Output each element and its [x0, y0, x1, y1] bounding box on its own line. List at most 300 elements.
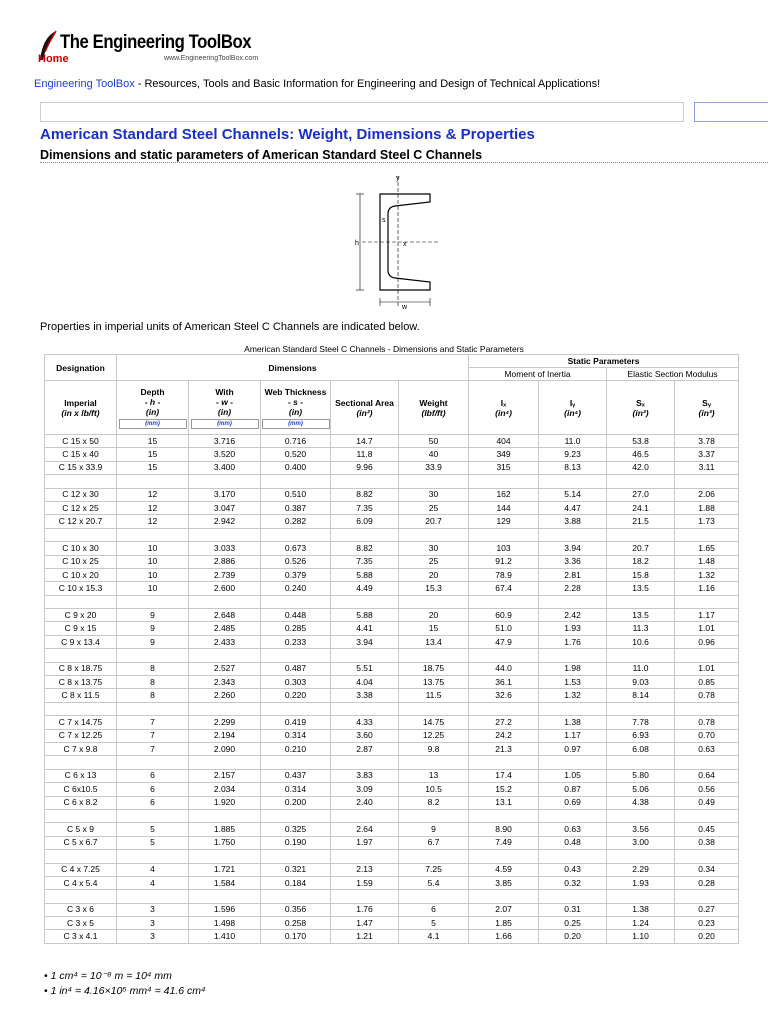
table-row — [45, 823, 739, 836]
table-cell: C 7 x 14.75 — [45, 716, 117, 729]
table-cell: 8.14 — [607, 689, 675, 702]
table-cell: 18.2 — [607, 555, 675, 568]
spacer-cell — [607, 649, 675, 662]
table-cell: 3 — [117, 930, 189, 943]
table-cell: C 5 x 9 — [45, 823, 117, 836]
table-cell: 13 — [399, 769, 469, 782]
web-mm-button[interactable]: (mm) — [262, 419, 330, 429]
table-cell: 46.5 — [607, 448, 675, 461]
table-cell: C 12 x 25 — [45, 501, 117, 514]
table-cell: 0.78 — [675, 716, 739, 729]
table-cell: 5.80 — [607, 769, 675, 782]
table-cell: 24.1 — [607, 501, 675, 514]
spacer-cell — [607, 809, 675, 822]
spacer-row — [45, 809, 739, 822]
table-cell: 2.034 — [189, 783, 261, 796]
table-cell: 3.83 — [331, 769, 399, 782]
table-cell: 9 — [117, 609, 189, 622]
table-cell: 5.06 — [607, 783, 675, 796]
table-cell: 1.98 — [539, 662, 607, 675]
spacer-cell — [539, 809, 607, 822]
table-cell: 5.88 — [331, 568, 399, 581]
table-cell: 3.170 — [189, 488, 261, 501]
spacer-cell — [189, 475, 261, 488]
table-cell: 25 — [399, 501, 469, 514]
h-label: h — [355, 240, 359, 247]
spacer-cell — [117, 809, 189, 822]
table-cell: C 9 x 15 — [45, 622, 117, 635]
spacer-cell — [189, 850, 261, 863]
spacer-cell — [189, 890, 261, 903]
table-cell: 11.0 — [607, 662, 675, 675]
table-cell: 7 — [117, 742, 189, 755]
spacer-cell — [331, 756, 399, 769]
header-depth: Depth - h - (in) (mm) — [117, 381, 189, 435]
table-cell: 1.53 — [539, 676, 607, 689]
table-row — [45, 863, 739, 876]
toolbox-link[interactable]: Engineering ToolBox — [34, 78, 135, 90]
table-cell: 349 — [469, 448, 539, 461]
table-cell: C 15 x 33.9 — [45, 461, 117, 474]
table-cell: 18.75 — [399, 662, 469, 675]
table-row — [45, 582, 739, 595]
table-row — [45, 662, 739, 675]
table-cell: 3.88 — [539, 515, 607, 528]
spacer-cell — [117, 756, 189, 769]
table-cell: 6 — [117, 769, 189, 782]
header-static: Static Parameters — [469, 355, 739, 368]
tagline-text: - Resources, Tools and Basic Information for Engineering and Design of Technical Applications! — [134, 78, 601, 90]
table-cell: 1.32 — [675, 568, 739, 581]
table-cell: 47.9 — [469, 635, 539, 648]
table-row — [45, 783, 739, 796]
table-cell: 8.82 — [331, 542, 399, 555]
table-cell: 6 — [117, 796, 189, 809]
table-cell: 2.260 — [189, 689, 261, 702]
table-cell: 0.20 — [539, 930, 607, 943]
table-cell: 0.85 — [675, 676, 739, 689]
spacer-cell — [261, 595, 331, 608]
table-cell: 3.033 — [189, 542, 261, 555]
table-cell: 21.3 — [469, 742, 539, 755]
table-cell: 3.400 — [189, 461, 261, 474]
table-cell: 1.10 — [607, 930, 675, 943]
spacer-cell — [539, 702, 607, 715]
table-cell: 0.200 — [261, 796, 331, 809]
table-cell: 0.240 — [261, 582, 331, 595]
table-cell: C 12 x 20.7 — [45, 515, 117, 528]
table-cell: 1.93 — [607, 876, 675, 889]
table-cell: 5.88 — [331, 609, 399, 622]
table-cell: 9.96 — [331, 461, 399, 474]
site-logo[interactable] — [36, 30, 296, 70]
spacer-cell — [399, 756, 469, 769]
table-cell: 2.739 — [189, 568, 261, 581]
table-cell: 42.0 — [607, 461, 675, 474]
table-cell: 0.43 — [539, 863, 607, 876]
table-cell: 3 — [117, 917, 189, 930]
table-cell: 13.1 — [469, 796, 539, 809]
table-cell: 14.7 — [331, 435, 399, 448]
table-cell: 2.06 — [675, 488, 739, 501]
table-cell: 0.220 — [261, 689, 331, 702]
table-cell: 3.37 — [675, 448, 739, 461]
table-cell: 2.343 — [189, 676, 261, 689]
table-cell: 0.63 — [539, 823, 607, 836]
table-cell: 13.5 — [607, 582, 675, 595]
table-cell: 2.29 — [607, 863, 675, 876]
table-cell: 0.20 — [675, 930, 739, 943]
spacer-cell — [261, 702, 331, 715]
table-cell: 7 — [117, 729, 189, 742]
table-cell: 0.314 — [261, 783, 331, 796]
table-cell: 315 — [469, 461, 539, 474]
page-title: American Standard Steel Channels: Weight, Dimensions & Properties — [40, 126, 535, 143]
table-cell: C 4 x 5.4 — [45, 876, 117, 889]
table-cell: 9 — [117, 622, 189, 635]
table-cell: 0.419 — [261, 716, 331, 729]
logo-url: www.EngineeringToolBox.com — [164, 55, 259, 62]
table-cell: 27.0 — [607, 488, 675, 501]
table-cell: 3.78 — [675, 435, 739, 448]
table-cell: 0.64 — [675, 769, 739, 782]
spacer-cell — [45, 528, 117, 541]
table-cell: 1.76 — [331, 903, 399, 916]
table-cell: 0.34 — [675, 863, 739, 876]
spacer-cell — [539, 528, 607, 541]
table-cell: 1.885 — [189, 823, 261, 836]
spacer-cell — [399, 890, 469, 903]
spacer-cell — [331, 702, 399, 715]
table-cell: 14.75 — [399, 716, 469, 729]
spacer-cell — [399, 528, 469, 541]
table-row — [45, 488, 739, 501]
table-cell: 60.9 — [469, 609, 539, 622]
table-cell: 8 — [117, 676, 189, 689]
table-cell: 2.090 — [189, 742, 261, 755]
channel-section-diagram — [340, 172, 440, 312]
table-cell: 1.32 — [539, 689, 607, 702]
table-cell: 15 — [117, 435, 189, 448]
table-cell: C 3 x 5 — [45, 917, 117, 930]
table-cell: 144 — [469, 501, 539, 514]
table-cell: 1.85 — [469, 917, 539, 930]
table-row — [45, 716, 739, 729]
table-cell: 10.6 — [607, 635, 675, 648]
table-row — [45, 448, 739, 461]
table-row — [45, 876, 739, 889]
header-iy: Iᵧ (in⁴) — [539, 381, 607, 435]
table-cell: 2.527 — [189, 662, 261, 675]
w-label: w — [402, 304, 408, 311]
spacer-cell — [331, 890, 399, 903]
table-cell: 4.33 — [331, 716, 399, 729]
spacer-cell — [45, 850, 117, 863]
spacer-cell — [45, 890, 117, 903]
table-cell: 0.25 — [539, 917, 607, 930]
table-cell: C 3 x 4.1 — [45, 930, 117, 943]
table-cell: 0.27 — [675, 903, 739, 916]
spacer-cell — [261, 528, 331, 541]
table-cell: 2.299 — [189, 716, 261, 729]
table-cell: 0.32 — [539, 876, 607, 889]
table-cell: 6 — [399, 903, 469, 916]
table-cell: 0.63 — [675, 742, 739, 755]
table-cell: 1.76 — [539, 635, 607, 648]
header-imperial: Imperial (in x lb/ft) — [45, 381, 117, 435]
depth-mm-button[interactable]: (mm) — [119, 419, 187, 429]
spacer-cell — [607, 756, 675, 769]
spacer-cell — [607, 528, 675, 541]
spacer-cell — [189, 595, 261, 608]
table-cell: 0.673 — [261, 542, 331, 555]
table-cell: 2.28 — [539, 582, 607, 595]
table-cell: 7.35 — [331, 501, 399, 514]
spacer-row — [45, 649, 739, 662]
table-cell: 15 — [117, 448, 189, 461]
table-cell: C 9 x 13.4 — [45, 635, 117, 648]
header-web: Web Thickness - s - (in) (mm) — [261, 381, 331, 435]
table-cell: 3.047 — [189, 501, 261, 514]
header-ix: Iₓ (in⁴) — [469, 381, 539, 435]
table-cell: C 10 x 15.3 — [45, 582, 117, 595]
table-cell: 0.210 — [261, 742, 331, 755]
table-cell: 6.08 — [607, 742, 675, 755]
table-cell: 0.56 — [675, 783, 739, 796]
spacer-cell — [399, 850, 469, 863]
spacer-cell — [45, 475, 117, 488]
header-moment: Moment of Inertia — [469, 368, 607, 381]
table-cell: 1.05 — [539, 769, 607, 782]
table-cell: C 10 x 20 — [45, 568, 117, 581]
table-cell: 12.25 — [399, 729, 469, 742]
table-cell: 15.8 — [607, 568, 675, 581]
table-cell: 1.93 — [539, 622, 607, 635]
table-cell: 2.433 — [189, 635, 261, 648]
spacer-cell — [607, 890, 675, 903]
table-cell: 9 — [117, 635, 189, 648]
table-cell: 25 — [399, 555, 469, 568]
table-cell: 3.56 — [607, 823, 675, 836]
spacer-cell — [675, 528, 739, 541]
table-cell: 3.85 — [469, 876, 539, 889]
table-cell: 12 — [117, 488, 189, 501]
table-cell: 0.23 — [675, 917, 739, 930]
spacer-row — [45, 475, 739, 488]
table-cell: 53.8 — [607, 435, 675, 448]
table-cell: C 12 x 30 — [45, 488, 117, 501]
table-cell: 10 — [117, 555, 189, 568]
table-cell: 7.49 — [469, 836, 539, 849]
channel-table — [44, 354, 739, 944]
table-cell: 1.38 — [607, 903, 675, 916]
table-cell: 1.88 — [675, 501, 739, 514]
spacer-cell — [45, 756, 117, 769]
table-cell: C 8 x 13.75 — [45, 676, 117, 689]
table-cell: 3.716 — [189, 435, 261, 448]
table-cell: 7 — [117, 716, 189, 729]
spacer-cell — [45, 702, 117, 715]
table-cell: 404 — [469, 435, 539, 448]
table-cell: 2.13 — [331, 863, 399, 876]
table-cell: 5 — [399, 917, 469, 930]
table-body — [45, 435, 739, 944]
table-cell: 7.78 — [607, 716, 675, 729]
table-cell: 2.648 — [189, 609, 261, 622]
table-cell: 20 — [399, 609, 469, 622]
spacer-cell — [469, 475, 539, 488]
table-cell: 9 — [399, 823, 469, 836]
table-cell: C 15 x 50 — [45, 435, 117, 448]
table-cell: 0.184 — [261, 876, 331, 889]
spacer-cell — [261, 890, 331, 903]
spacer-cell — [189, 528, 261, 541]
table-cell: C 4 x 7.25 — [45, 863, 117, 876]
table-cell: C 3 x 6 — [45, 903, 117, 916]
table-cell: 0.400 — [261, 461, 331, 474]
table-cell: C 6 x 13 — [45, 769, 117, 782]
table-cell: C 6x10.5 — [45, 783, 117, 796]
table-cell: 3.11 — [675, 461, 739, 474]
table-cell: 0.510 — [261, 488, 331, 501]
search-input[interactable] — [40, 102, 684, 122]
table-cell: 1.498 — [189, 917, 261, 930]
with-mm-button[interactable]: (mm) — [191, 419, 259, 429]
table-row — [45, 501, 739, 514]
table-cell: 20 — [399, 568, 469, 581]
table-cell: 0.325 — [261, 823, 331, 836]
spacer-row — [45, 528, 739, 541]
table-row — [45, 622, 739, 635]
table-cell: 1.66 — [469, 930, 539, 943]
channel-table-wrap — [44, 354, 738, 944]
table-cell: 3.38 — [331, 689, 399, 702]
table-cell: 15 — [399, 622, 469, 635]
table-cell: 162 — [469, 488, 539, 501]
table-cell: 0.69 — [539, 796, 607, 809]
spacer-row — [45, 756, 739, 769]
table-cell: 0.387 — [261, 501, 331, 514]
table-cell: C 8 x 11.5 — [45, 689, 117, 702]
table-cell: 20.7 — [399, 515, 469, 528]
table-cell: 17.4 — [469, 769, 539, 782]
table-cell: 0.170 — [261, 930, 331, 943]
note-item: • 1 in⁴ = 4.16×10⁵ mm⁴ = 41.6 cm⁴ — [44, 985, 206, 997]
spacer-cell — [45, 649, 117, 662]
intro-text: Properties in imperial units of American Steel C Channels are indicated below. — [40, 321, 420, 333]
spacer-cell — [469, 756, 539, 769]
note-item: • 1 cm⁴ = 10⁻⁸ m = 10⁴ mm — [44, 970, 206, 982]
table-cell: 5 — [117, 823, 189, 836]
table-cell: 11.0 — [539, 435, 607, 448]
table-cell: 5.14 — [539, 488, 607, 501]
table-cell: 0.87 — [539, 783, 607, 796]
table-cell: 0.96 — [675, 635, 739, 648]
table-cell: 6.93 — [607, 729, 675, 742]
spacer-cell — [469, 649, 539, 662]
table-row — [45, 555, 739, 568]
table-cell: 51.0 — [469, 622, 539, 635]
spacer-cell — [607, 850, 675, 863]
table-cell: 2.07 — [469, 903, 539, 916]
search-button[interactable] — [694, 102, 768, 122]
table-cell: 9.23 — [539, 448, 607, 461]
header-dimensions: Dimensions — [117, 355, 469, 381]
table-cell: 30 — [399, 488, 469, 501]
table-cell: 10 — [117, 568, 189, 581]
table-cell: C 9 x 20 — [45, 609, 117, 622]
table-cell: 2.40 — [331, 796, 399, 809]
table-cell: 1.16 — [675, 582, 739, 595]
table-cell: 0.379 — [261, 568, 331, 581]
table-cell: 11.5 — [399, 689, 469, 702]
spacer-cell — [117, 702, 189, 715]
table-cell: 4.04 — [331, 676, 399, 689]
spacer-cell — [117, 475, 189, 488]
table-cell: 21.5 — [607, 515, 675, 528]
spacer-row — [45, 890, 739, 903]
header-modulus: Elastic Section Modulus — [607, 368, 739, 381]
table-cell: 11.8 — [331, 448, 399, 461]
spacer-cell — [331, 809, 399, 822]
table-cell: 5 — [117, 836, 189, 849]
spacer-cell — [539, 890, 607, 903]
table-cell: 20.7 — [607, 542, 675, 555]
spacer-cell — [261, 850, 331, 863]
home-link[interactable]: Home — [38, 53, 69, 65]
table-cell: 4.41 — [331, 622, 399, 635]
table-row — [45, 542, 739, 555]
table-caption: American Standard Steel C Channels - Dimensions and Static Parameters — [244, 344, 524, 354]
table-cell: 2.64 — [331, 823, 399, 836]
table-cell: 6 — [117, 783, 189, 796]
table-row — [45, 903, 739, 916]
spacer-cell — [675, 595, 739, 608]
spacer-cell — [117, 595, 189, 608]
table-cell: 0.520 — [261, 448, 331, 461]
table-cell: C 7 x 12.25 — [45, 729, 117, 742]
table-cell: 8 — [117, 689, 189, 702]
table-cell: 1.17 — [675, 609, 739, 622]
logo-title: The Engineering ToolBox — [60, 32, 252, 53]
table-cell: 27.2 — [469, 716, 539, 729]
spacer-cell — [399, 649, 469, 662]
table-cell: 9.03 — [607, 676, 675, 689]
table-cell: 4.38 — [607, 796, 675, 809]
table-cell: 32.6 — [469, 689, 539, 702]
table-row — [45, 742, 739, 755]
table-cell: 0.282 — [261, 515, 331, 528]
spacer-cell — [399, 809, 469, 822]
table-cell: 1.596 — [189, 903, 261, 916]
header-sx: Sₓ (in³) — [607, 381, 675, 435]
table-cell: 1.48 — [675, 555, 739, 568]
spacer-cell — [675, 850, 739, 863]
table-cell: 10.5 — [399, 783, 469, 796]
table-cell: 5.51 — [331, 662, 399, 675]
table-cell: 3.60 — [331, 729, 399, 742]
table-cell: 2.42 — [539, 609, 607, 622]
spacer-cell — [469, 890, 539, 903]
table-cell: 2.194 — [189, 729, 261, 742]
spacer-row — [45, 595, 739, 608]
table-cell: 78.9 — [469, 568, 539, 581]
spacer-cell — [117, 890, 189, 903]
table-cell: 0.38 — [675, 836, 739, 849]
table-cell: C 5 x 6.7 — [45, 836, 117, 849]
table-cell: 1.38 — [539, 716, 607, 729]
table-row — [45, 568, 739, 581]
